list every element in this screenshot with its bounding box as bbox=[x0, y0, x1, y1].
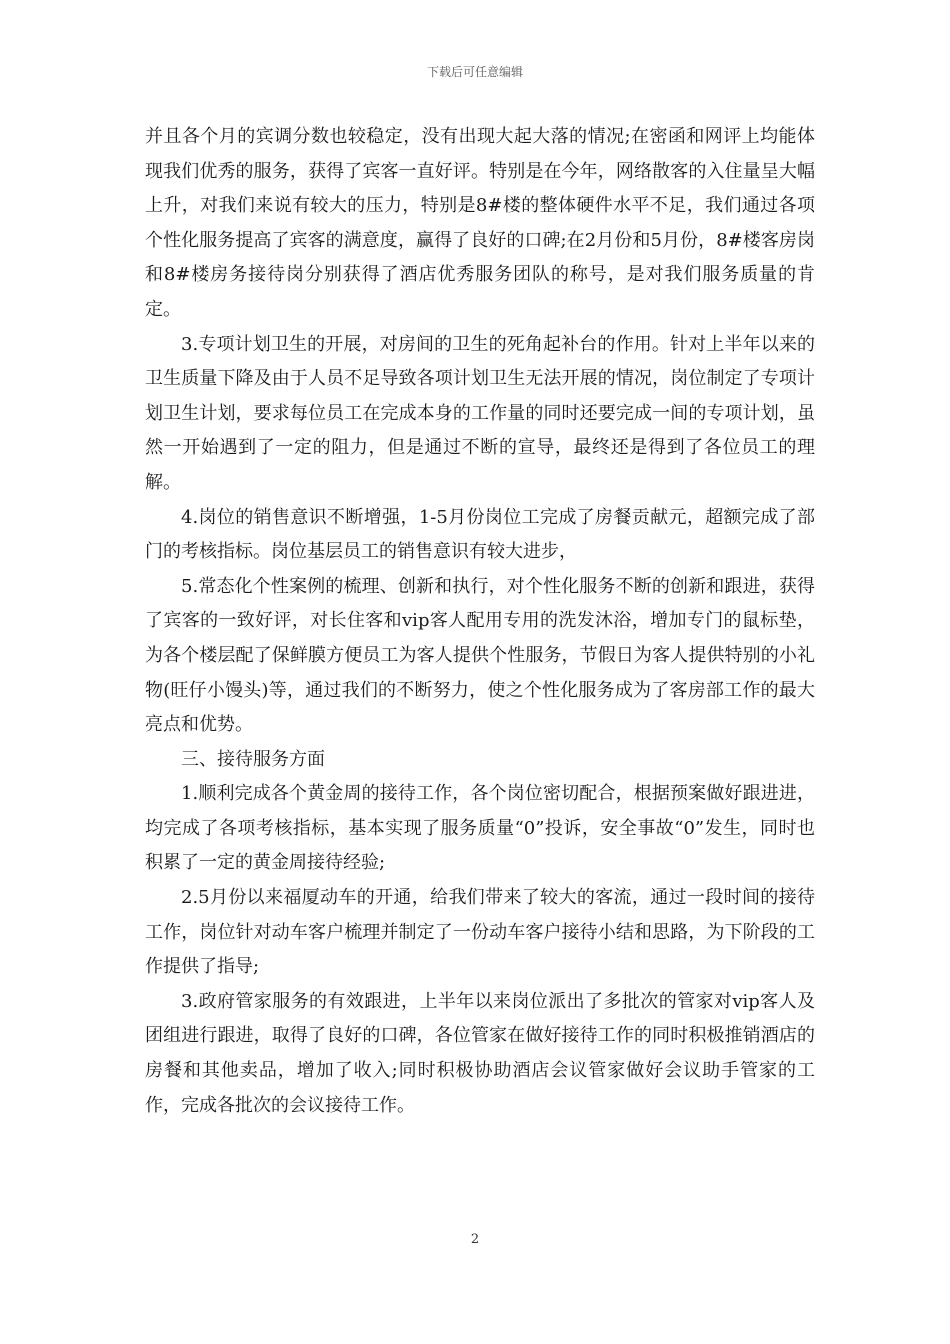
paragraph: 5.常态化个性案例的梳理、创新和执行，对个性化服务不断的创新和跟进，获得了宾客的一致好评，对长住客和vip客人配用专用的洗发沐浴，增加专门的鼠标垫，为各个楼层配了保鲜膜方便员工为客人提供个性服务，节假日为客人提供特别的小礼物(旺仔小馒头)等，通过我们的不断努力，使之个性化服务成为了客房部工作的最大亮点和优势。 bbox=[145, 575, 815, 736]
paragraph: 1.顺利完成各个黄金周的接待工作，各个岗位密切配合，根据预案做好跟进进，均完成了各项考核指标，基本实现了服务质量“0”投诉，安全事故“0”发生，同时也积累了一定的黄金周接待经验; bbox=[145, 783, 815, 874]
paragraph: 并且各个月的宾调分数也较稳定，没有出现大起大落的情况;在密函和网评上均能体现我们优秀的服务，获得了宾客一直好评。特别是在今年，网络散客的入住量呈大幅上升，对我们来说有较大的压力，特别是8#楼的整体硬件水平不足，我们通过各项个性化服务提高了宾客的满意度，赢得了良好的口碑;在2月份和5月份，8#楼客房岗和8#楼房务接待岗分别获得了酒店优秀服务团队的称号，是对我们服务质量的肯定。 bbox=[145, 126, 815, 320]
header-text: 下载后可任意编辑 bbox=[426, 65, 523, 79]
paragraph: 4.岗位的销售意识不断增强，1-5月份岗位工完成了房餐贡献元，超额完成了部门的考核指标。岗位基层员工的销售意识有较大进步， bbox=[145, 506, 815, 563]
section-heading: 三、接待服务方面 bbox=[181, 748, 325, 770]
paragraph: 2.5月份以来福厦动车的开通，给我们带来了较大的客流，通过一段时间的接待工作，岗位针对动车客户梳理并制定了一份动车客户接待小结和思路，为下阶段的工作提供了指导; bbox=[145, 887, 815, 978]
paragraph: 3.专项计划卫生的开展，对房间的卫生的死角起补台的作用。针对上半年以来的卫生质量下降及由于人员不足导致各项计划卫生无法开展的情况，岗位制定了专项计划卫生计划，要求每位员工在完成本身的工作量的同时还要完成一间的专项计划，虽然一开始遇到了一定的阻力，但是通过不断的宣导，最终还是得到了各位员工的理解。 bbox=[145, 333, 815, 493]
page-number: 2 bbox=[470, 1232, 480, 1247]
document-body bbox=[145, 120, 815, 1123]
page-header bbox=[0, 64, 950, 80]
paragraph: 3.政府管家服务的有效跟进，上半年以来岗位派出了多批次的管家对vip客人及团组进行跟进，取得了良好的口碑，各位管家在做好接待工作的同时积极推销酒店的房餐和其他卖品，增加了收入;同时积极协助酒店会议管家做好会议助手管家的工作，完成各批次的会议接待工作。 bbox=[145, 990, 815, 1116]
